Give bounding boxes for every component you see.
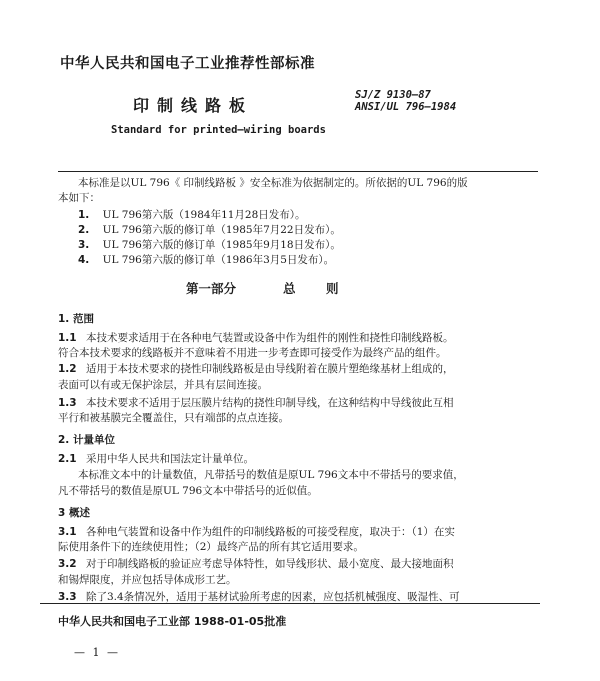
- intro-list-item: [78, 237, 341, 252]
- standard-code: SJ/Z 9130—87: [355, 89, 431, 101]
- clause-number: 2.1: [58, 453, 77, 465]
- list-text: UL 796第六版的修订单（1985年9月18日发布）。: [102, 239, 341, 251]
- intro-list-item: [78, 252, 334, 267]
- clause-text: 本技术要求适用于在各种电气装置或设备中作为组件的刚性和挠性印制线路板。: [85, 332, 454, 344]
- intro-line-1: 本标准是以UL 796《 印制线路板 》安全标准为依据制定的。所依据的UL 796的版: [78, 177, 468, 189]
- clause-1-1: [58, 331, 453, 345]
- intro-list-item: [78, 207, 306, 222]
- clause-3-1: [58, 525, 455, 539]
- section-heading-overview: 3 概述: [58, 507, 90, 519]
- part-label: 第一部分: [186, 281, 237, 296]
- clause-number: 3.3: [58, 591, 77, 603]
- clause-1-2: [58, 362, 453, 376]
- intro-line-2: 本如下：: [58, 192, 100, 204]
- clause-2-1: [58, 452, 254, 466]
- clause-3-3: [58, 590, 460, 604]
- footer-divider: [40, 603, 540, 604]
- intro-list-item: [78, 222, 341, 237]
- clause-text: 凡不带括号的数值是原UL 796文本中带括号的近似值。: [58, 485, 318, 497]
- issuing-organization: 中华人民共和国电子工业推荐性部标准: [60, 56, 315, 72]
- clause-text: 采用中华人民共和国法定计量单位。: [85, 453, 254, 465]
- page-number: — 1 —: [74, 646, 120, 659]
- clause-text: 适用于本技术要求的挠性印制线路板是由导线附着在膜片塑绝缘基材上组成的，: [85, 363, 454, 375]
- clause-text: 平行和被基膜完全覆盖住，只有端部的点点连接。: [58, 412, 289, 424]
- clause-text: 表面可以有或无保护涂层，并具有层间连接。: [58, 379, 268, 391]
- part-title-char: 总: [283, 281, 296, 296]
- clause-number: 1.2: [58, 363, 77, 375]
- header-divider: [58, 171, 538, 172]
- list-number: 3.: [78, 239, 90, 251]
- clause-number: 3.1: [58, 526, 77, 538]
- list-text: UL 796第六版的修订单（1986年3月5日发布）。: [102, 254, 335, 266]
- list-number: 1.: [78, 209, 90, 221]
- clause-3-2: [58, 557, 453, 571]
- approval-line: 中华人民共和国电子工业部 1988-01-05批准: [58, 615, 287, 628]
- clause-text: 符合本技术要求的线路板并不意味着不用进一步考查即可接受作为最终产品的组件。: [58, 347, 447, 359]
- clause-text: 除了3.4条情况外，适用于基材试验所考虑的因素，应包括机械强度、吸湿性、可: [85, 591, 460, 603]
- clause-text: 本技术要求不适用于层压膜片结构的挠性印制导线，在这种结构中导线彼此互相: [85, 397, 454, 409]
- clause-text: 本标准文本中的计量数值，凡带括号的数值是原UL 796文本中不带括号的要求值，: [78, 469, 464, 481]
- clause-text: 对于印制线路板的验证应考虑导体特性，如导线形状、最小宽度、最大接地面积: [85, 558, 454, 570]
- clause-number: 1.3: [58, 397, 77, 409]
- section-heading-units: 2. 计量单位: [58, 434, 115, 446]
- clause-1-3: [58, 396, 453, 410]
- clause-text: 际使用条件下的连续使用性；（2）最终产品的所有其它适用要求。: [58, 541, 364, 553]
- equivalent-standard-code: ANSI/UL 796—1984: [355, 101, 457, 113]
- part-title-char: 则: [326, 281, 339, 296]
- document-title: 印制线路板: [133, 96, 254, 115]
- list-number: 4.: [78, 254, 90, 266]
- list-number: 2.: [78, 224, 90, 236]
- clause-number: 3.2: [58, 558, 77, 570]
- clause-number: 1.1: [58, 332, 77, 344]
- clause-text: 和锡焊限度，并应包括导体成形工艺。: [58, 574, 237, 586]
- section-heading-scope: 1. 范围: [58, 313, 94, 325]
- english-title: Standard for printed—wiring boards: [111, 124, 326, 136]
- list-text: UL 796第六版（1984年11月28日发布）。: [102, 209, 306, 221]
- clause-text: 各种电气装置和设备中作为组件的印制线路板的可接受程度，取决于：（1）在实: [85, 526, 455, 538]
- list-text: UL 796第六版的修订单（1985年7月22日发布）。: [102, 224, 341, 236]
